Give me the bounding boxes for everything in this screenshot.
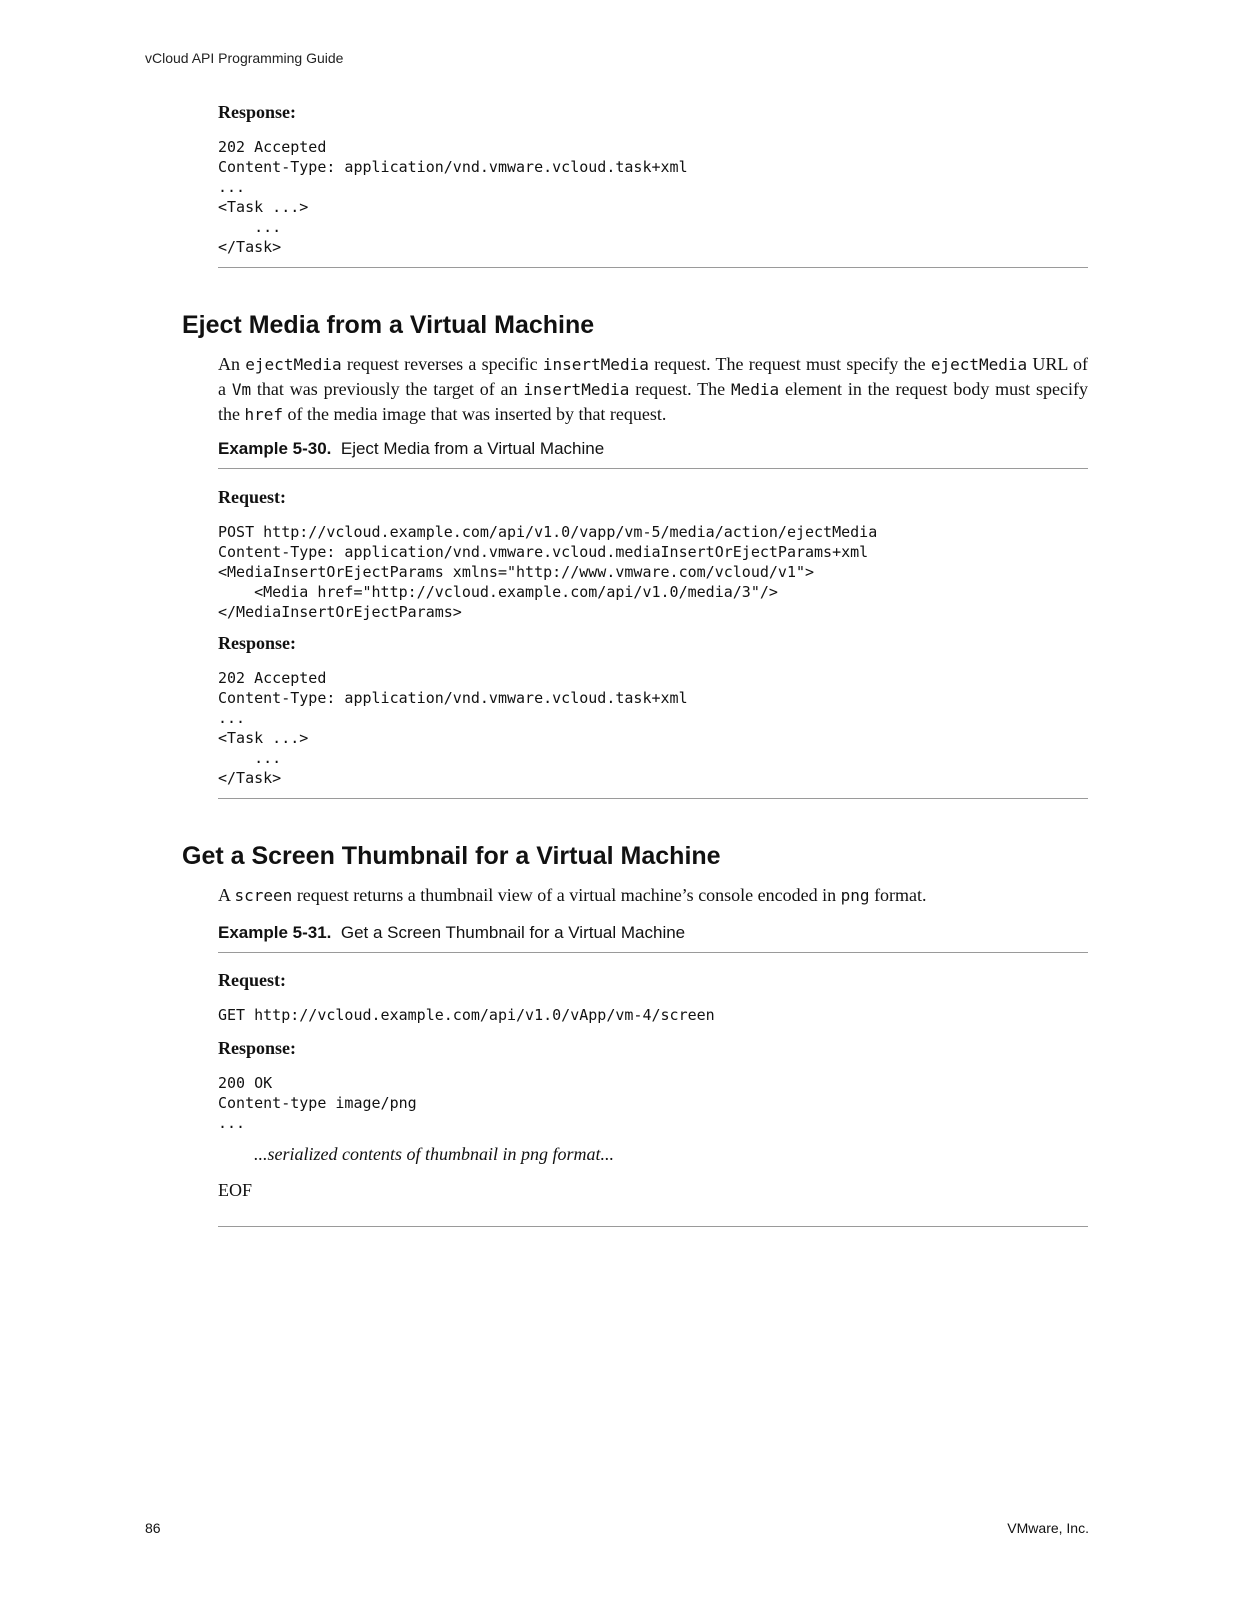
response-code: 200 OK Content-type image/png ... (218, 1074, 417, 1132)
response-label: Response: (218, 102, 297, 122)
top-response-block (218, 102, 1088, 257)
eof-block (218, 1180, 1088, 1201)
example-caption (218, 439, 1088, 459)
eject-request-block (218, 487, 1088, 622)
text-run: URL of a (218, 354, 1089, 399)
serialized-contents-note: ...serialized contents of thumbnail in png format... (254, 1144, 614, 1164)
text-run: format. (869, 885, 927, 905)
text-run: request reverses a specific (341, 354, 543, 374)
request-label: Request: (218, 487, 286, 507)
eject-media-description (218, 352, 1088, 427)
response-label: Response: (218, 633, 297, 653)
code-term: href (244, 405, 284, 424)
example-end-rule (218, 798, 1088, 799)
footer-company: VMware, Inc. (1007, 1520, 1089, 1536)
example-start-rule (218, 952, 1088, 953)
code-term: ejectMedia (245, 355, 342, 374)
example-end-rule (218, 267, 1088, 268)
example-title: Get a Screen Thumbnail for a Virtual Machine (340, 923, 686, 942)
code-term: ejectMedia (930, 355, 1028, 374)
code-term: insertMedia (542, 355, 649, 374)
request-label: Request: (218, 970, 286, 990)
eof-marker: EOF (218, 1180, 253, 1200)
example-start-rule (218, 468, 1088, 469)
thumbnail-response-block (218, 1038, 1088, 1133)
text-run: element in the request body must specify the (218, 379, 1088, 424)
text-run: An (218, 354, 246, 374)
example-title: Eject Media from a Virtual Machine (340, 439, 605, 458)
code-term: insertMedia (523, 380, 630, 399)
request-code: POST http://vcloud.example.com/api/v1.0/vapp/vm-5/media/action/ejectMedia Content-Type: application/vnd.vmware.vcloud.mediaInsertOrEjectParams+xml <MediaInsertOrEjectParams xmlns="http://www.vmware.com/vcloud/v1"> <Media href="http://vcloud.example.com/api/v1.0/media/3"/> </MediaInsertOrEjectParams> (218, 523, 878, 621)
serialized-note (254, 1144, 1054, 1165)
thumbnail-request-block (218, 970, 1088, 1025)
text-run: A (218, 885, 235, 905)
text-run: that was previously the target of an (251, 379, 524, 399)
example-caption (218, 923, 1088, 943)
example-number: Example 5-30. (218, 439, 332, 458)
page-number: 86 (145, 1520, 161, 1536)
section-heading-eject-media: Eject Media from a Virtual Machine (182, 311, 595, 339)
running-header: vCloud API Programming Guide (145, 50, 344, 66)
text-run: request. The request must specify the (648, 354, 931, 374)
eject-response-block (218, 633, 1088, 788)
response-code: 202 Accepted Content-Type: application/vnd.vmware.vcloud.task+xml ... <Task ...> ... </Task> (218, 669, 688, 787)
text-run: of the media image that was inserted by that request. (283, 404, 667, 424)
paragraph (218, 352, 1088, 427)
paragraph (218, 883, 1088, 908)
response-label: Response: (218, 1038, 297, 1058)
response-code: 202 Accepted Content-Type: application/vnd.vmware.vcloud.task+xml ... <Task ...> ... </Task> (218, 138, 688, 256)
request-code: GET http://vcloud.example.com/api/v1.0/vApp/vm-4/screen (218, 1006, 715, 1024)
section-heading-screen-thumbnail: Get a Screen Thumbnail for a Virtual Machine (182, 842, 721, 870)
code-term: Vm (231, 380, 252, 399)
text-run: request. The (629, 379, 732, 399)
code-term: Media (731, 380, 780, 399)
thumbnail-description (218, 883, 1088, 908)
code-term: screen (234, 886, 293, 905)
example-end-rule (218, 1226, 1088, 1227)
text-run: request returns a thumbnail view of a virtual machine’s console encoded in (292, 885, 841, 905)
code-term: png (840, 886, 870, 905)
example-number: Example 5-31. (218, 923, 332, 942)
